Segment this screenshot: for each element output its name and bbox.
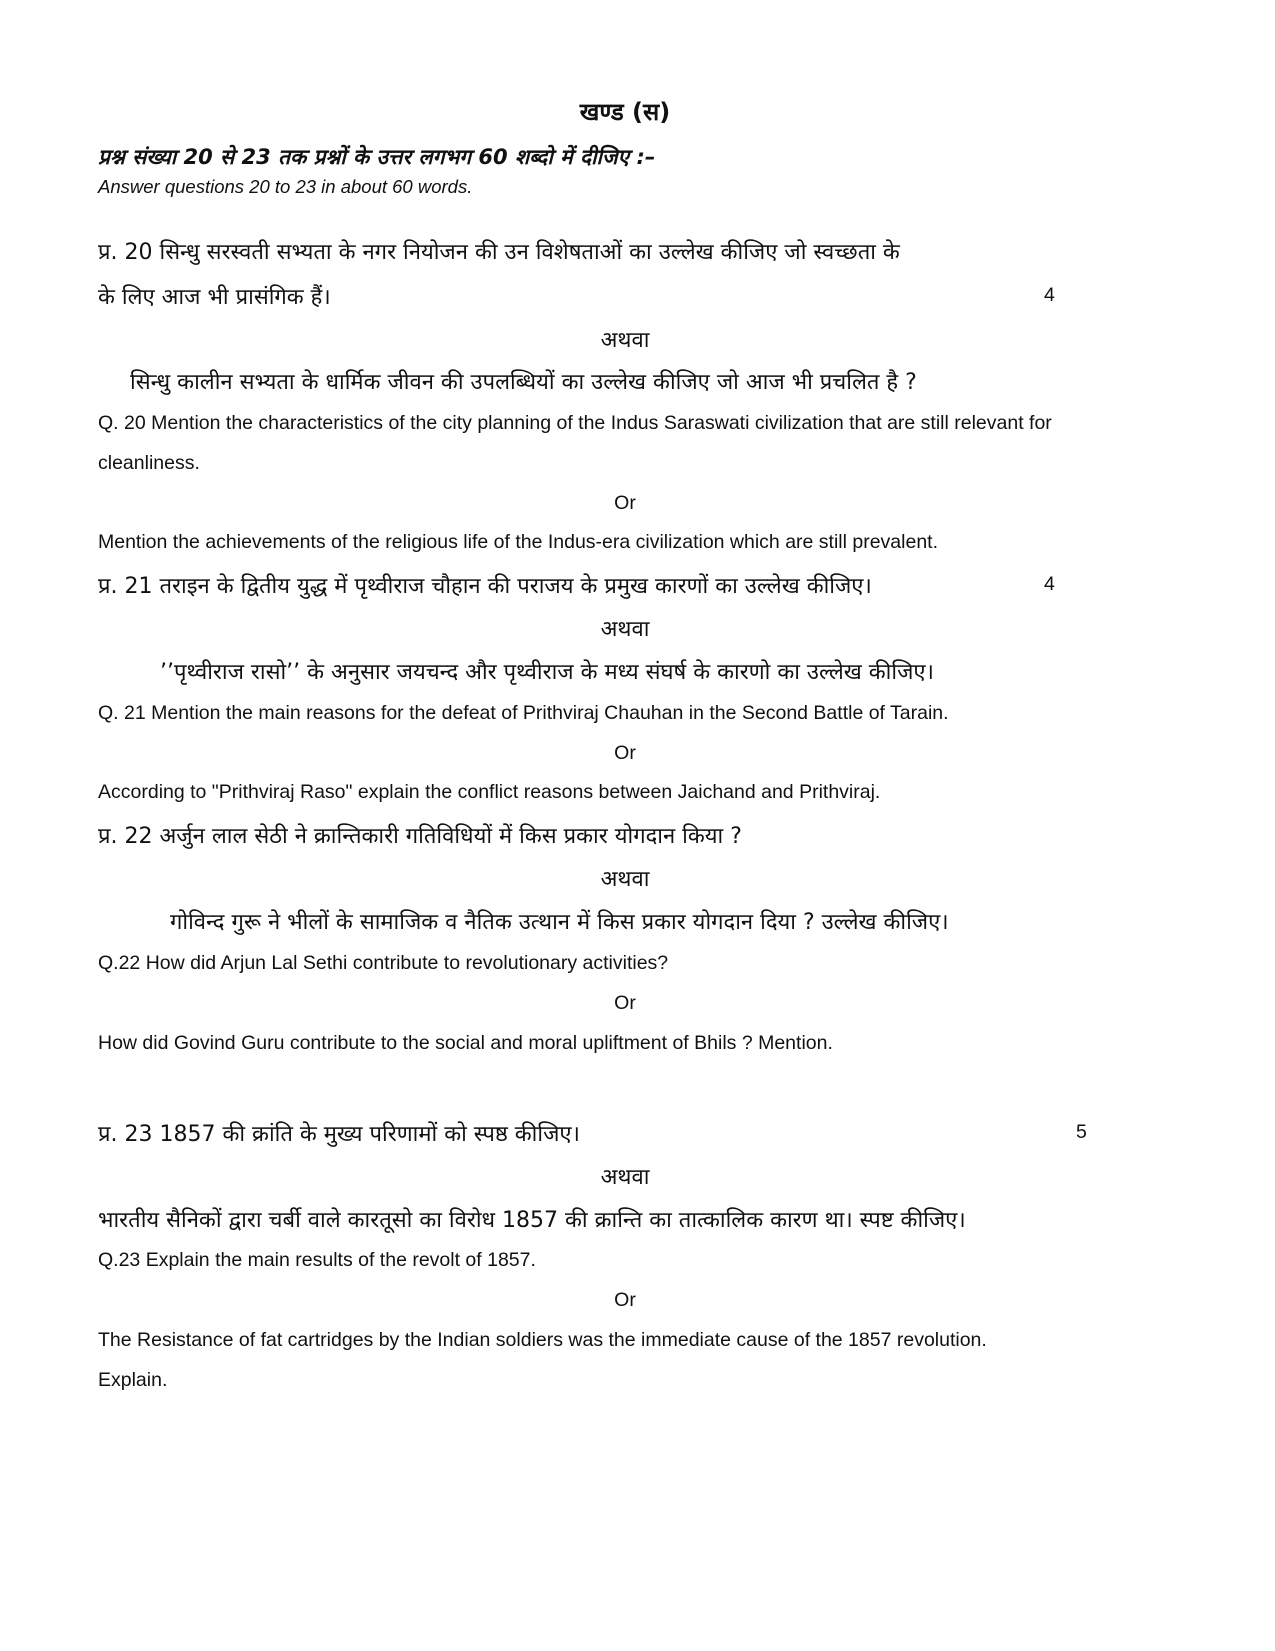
q22-or-hindi: अथवा [600, 867, 650, 892]
q23-or-hindi: अथवा [600, 1165, 650, 1190]
q23-alternative-english-line1: The Resistance of fat cartridges by the Indian soldiers was the immediate cause of the 1857 revolution. [98, 1329, 987, 1351]
instruction-hindi: प्रश्न संख्या 20 से 23 तक प्रश्नों के उत्तर लगभग 60 शब्दो में दीजिए :– [98, 145, 656, 169]
q22-alternative-hindi: गोविन्द गुरू ने भीलों के सामाजिक व नैतिक उत्थान में किस प्रकार योगदान दिया ? उल्लेख कीजिए। [170, 910, 949, 935]
q21-hindi-line1: प्र. 21 तराइन के द्वितीय युद्ध में पृथ्वीराज चौहान की पराजय के प्रमुख कारणों का उल्लेख कीजिए। [98, 574, 872, 599]
q20-alternative-english: Mention the achievements of the religious life of the Indus-era civilization which are still prevalent. [98, 531, 939, 553]
q23-alternative-hindi: भारतीय सैनिकों द्वारा चर्बी वाले कारतूसो का विरोध 1857 की क्रान्ति का तात्कालिक कारण था। स्पष्ट कीजिए। [98, 1208, 966, 1233]
q20-or-english: Or [614, 492, 636, 514]
q23-english-line1: Q.23 Explain the main results of the revolt of 1857. [98, 1249, 536, 1271]
q20-hindi-line1: प्र. 20 सिन्धु सरस्वती सभ्यता के नगर नियोजन की उन विशेषताओं का उल्लेख कीजिए जो स्वच्छता के [98, 240, 900, 265]
q22-hindi-line1: प्र. 22 अर्जुन लाल सेठी ने क्रान्तिकारी गतिविधियों में किस प्रकार योगदान किया ? [98, 824, 742, 849]
section-title: खण्ड (स) [579, 98, 671, 126]
q21-english-line1: Q. 21 Mention the main reasons for the defeat of Prithviraj Chauhan in the Second Battle of Tarain. [98, 702, 949, 724]
q21-or-hindi: अथवा [600, 617, 650, 642]
q21-marks: 4 [1044, 573, 1055, 595]
q21-or-english: Or [614, 742, 636, 764]
q20-marks: 4 [1044, 284, 1055, 306]
q21-alternative-english: According to "Prithviraj Raso" explain the conflict reasons between Jaichand and Prithviraj. [98, 781, 881, 803]
q20-alternative-hindi: सिन्धु कालीन सभ्यता के धार्मिक जीवन की उपलब्धियों का उल्लेख कीजिए जो आज भी प्रचलित है ? [130, 370, 917, 395]
instruction-english: Answer questions 20 to 23 in about 60 words. [98, 176, 473, 197]
q20-hindi-line2: के लिए आज भी प्रासंगिक हैं। [98, 285, 331, 310]
q20-english-line1: Q. 20 Mention the characteristics of the city planning of the Indus Saraswati civilization that are still relevant for [98, 412, 1052, 434]
q21-alternative-hindi: ’’पृथ्वीराज रासो’’ के अनुसार जयचन्द और पृथ्वीराज के मध्य संघर्ष के कारणो का उल्लेख कीजिए। [160, 660, 934, 685]
q23-alternative-english-line2: Explain. [98, 1369, 168, 1391]
q23-marks: 5 [1076, 1121, 1087, 1143]
q20-english-line2: cleanliness. [98, 452, 200, 474]
q23-or-english: Or [614, 1289, 636, 1311]
q22-or-english: Or [614, 992, 636, 1014]
q23-hindi-line1: प्र. 23 1857 की क्रांति के मुख्य परिणामों को स्पष्ठ कीजिए। [98, 1122, 580, 1147]
q22-english-line1: Q.22 How did Arjun Lal Sethi contribute to revolutionary activities? [98, 952, 669, 974]
q22-alternative-english: How did Govind Guru contribute to the social and moral upliftment of Bhils ? Mention. [98, 1032, 833, 1054]
q20-or-hindi: अथवा [600, 328, 650, 353]
